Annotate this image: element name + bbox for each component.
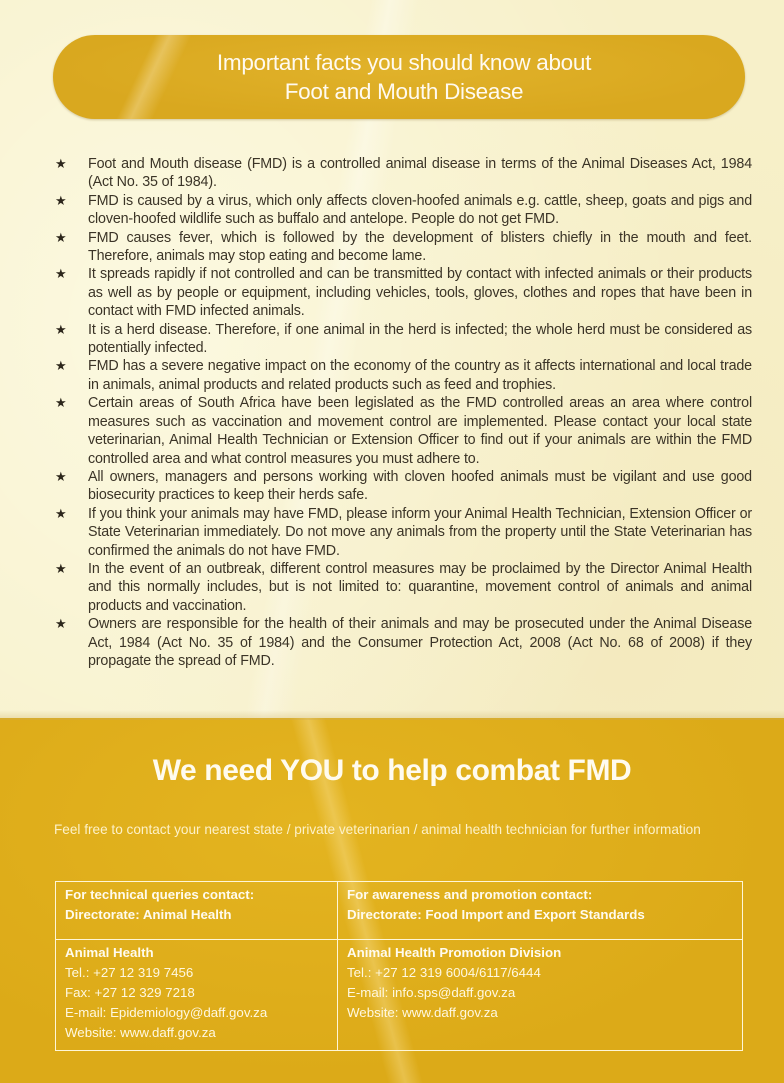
- title-banner: [53, 35, 745, 119]
- fact-text: If you think your animals may have FMD, please inform your Animal Health Technician, Extension Officer or State Veterinarian immediately. Do not move any animals from the property until the State Veterinarian has confirmed the animals do not have FMD.: [88, 505, 752, 559]
- technical-email[interactable]: E-mail: Epidemiology@daff.gov.za: [65, 1005, 268, 1020]
- awareness-directorate: Directorate: Food Import and Export Standards: [347, 907, 645, 922]
- fact-text: FMD causes fever, which is followed by the development of blisters chiefly in the mouth and feet. Therefore, animals may stop eating and become lame.: [88, 229, 752, 265]
- fact-item: [52, 192, 752, 229]
- fact-item: [52, 560, 752, 615]
- fact-item: [52, 321, 752, 358]
- facts-list: [52, 155, 752, 670]
- fact-text: In the event of an outbreak, different control measures may be proclaimed by the Director Animal Health and this normally includes, but is not limited to: quarantine, movement control of animals and animal products and vaccination.: [88, 560, 752, 614]
- fact-text: FMD is caused by a virus, which only affects cloven-hoofed animals e.g. cattle, sheep, goats and pigs and cloven-hoofed wildlife such as buffalo and antelope. People do not get FMD.: [88, 192, 752, 228]
- cta-headline: [0, 752, 784, 790]
- technical-tel: Tel.: +27 12 319 7456: [65, 965, 194, 980]
- star-icon: ★: [55, 156, 67, 171]
- fact-text: Owners are responsible for the health of their animals and may be prosecuted under the Animal Disease Act, 1984 (Act No. 35 of 1984) and the Consumer Protection Act, 2008 (Act No. 68 of 2008) if they propagate the spread of FMD.: [88, 616, 752, 669]
- fact-text: FMD has a severe negative impact on the economy of the country as it affects international and local trade in animals, animal products and related products such as feed and trophies.: [88, 358, 752, 393]
- star-icon: ★: [55, 192, 67, 208]
- contact-heading-row: [56, 882, 743, 940]
- star-icon: ★: [55, 395, 67, 411]
- awareness-details-cell: [338, 940, 743, 1051]
- title-line-2: Foot and Mouth Disease: [284, 79, 524, 104]
- star-icon: ★: [55, 321, 67, 337]
- technical-directorate: Directorate: Animal Health: [65, 907, 232, 922]
- star-icon: ★: [55, 229, 67, 245]
- fact-item: [52, 615, 752, 670]
- awareness-heading-cell: [338, 882, 743, 940]
- headline-text: We need: [152, 754, 281, 787]
- awareness-heading: For awareness and promotion contact:: [347, 887, 593, 902]
- contact-details-row: [56, 940, 743, 1051]
- fact-text: It is a herd disease. Therefore, if one animal in the herd is infected; the whole herd must be considered as potentially infected.: [88, 321, 752, 357]
- star-icon: ★: [55, 560, 67, 576]
- cta-subtitle: Feel free to contact your nearest state / private veterinarian / animal health technician for further information: [54, 822, 701, 837]
- technical-fax: Fax: +27 12 329 7218: [65, 985, 195, 1000]
- fact-item: [52, 357, 752, 394]
- awareness-email[interactable]: E-mail: info.sps@daff.gov.za: [347, 985, 516, 1000]
- headline-text: to help combat: [343, 754, 568, 787]
- contact-table: [55, 881, 743, 1051]
- fact-item: [52, 265, 752, 320]
- star-icon: ★: [55, 468, 67, 484]
- fact-item: [52, 229, 752, 266]
- call-to-action-section: [0, 718, 784, 1083]
- fact-text: Foot and Mouth disease (FMD) is a controlled animal disease in terms of the Animal Diseases Act, 1984 (Act No. 35 of 1984).: [88, 156, 752, 191]
- star-icon: ★: [55, 616, 67, 632]
- star-icon: ★: [55, 266, 67, 282]
- technical-website[interactable]: Website: www.daff.gov.za: [65, 1025, 216, 1040]
- awareness-website[interactable]: Website: www.daff.gov.za: [347, 1005, 498, 1020]
- awareness-org: Animal Health Promotion Division: [347, 945, 562, 960]
- fact-item: [52, 155, 752, 192]
- technical-org: Animal Health: [65, 945, 154, 960]
- technical-heading: For technical queries contact:: [65, 887, 255, 902]
- awareness-tel: Tel.: +27 12 319 6004/6117/6444: [347, 965, 541, 980]
- fact-item: [52, 468, 752, 505]
- title-line-1: Important facts you should know about: [216, 50, 592, 75]
- headline-emphasis-fmd: FMD: [567, 754, 632, 787]
- star-icon: ★: [55, 358, 67, 374]
- technical-heading-cell: [56, 882, 338, 940]
- technical-details-cell: [56, 940, 338, 1051]
- star-icon: ★: [55, 505, 67, 521]
- fact-item: [52, 394, 752, 468]
- headline-emphasis-you: YOU: [280, 754, 344, 787]
- fact-text: It spreads rapidly if not controlled and can be transmitted by contact with infected animals or their products as well as by people or equipment, including vehicles, tools, gloves, clothes and ropes that have been in contact with FMD infected animals.: [88, 266, 752, 320]
- fact-item: [52, 505, 752, 560]
- fact-text: Certain areas of South Africa have been legislated as the FMD controlled areas an area where control measures such as vaccination and movement control are implemented. Please contact your local state veterinarian, Animal Health Technician or Extension Officer to find out if your animals are within the FMD controlled area and what control measures you must adhere to.: [88, 395, 752, 467]
- fact-text: All owners, managers and persons working with cloven hoofed animals must be vigilant and use good biosecurity practices to keep their herds safe.: [88, 468, 752, 504]
